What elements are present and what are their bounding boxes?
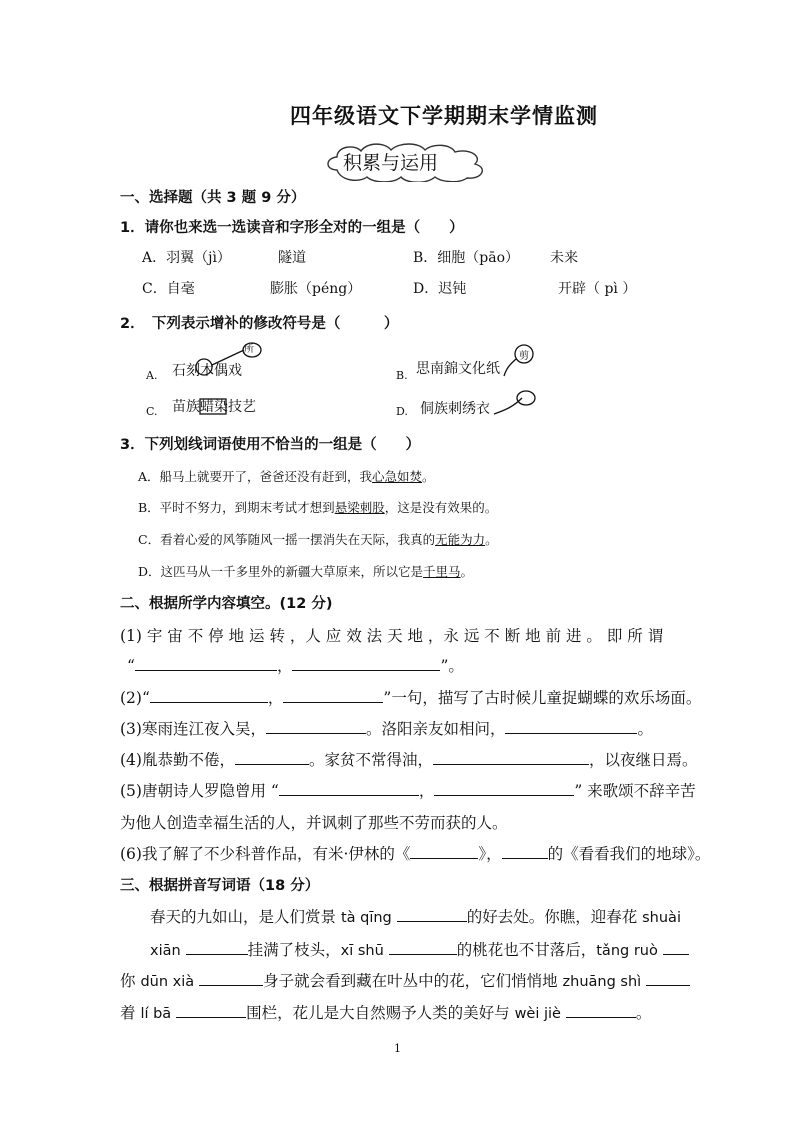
q2-option-a-label: A.	[146, 369, 158, 382]
q1-option-d-word2: 开辟（ pì ）	[558, 281, 637, 297]
pinyin-row-1: 春天的九如山，是人们赏景 tà qīng 的好去处。你瞧，迎春花 shuài	[150, 905, 681, 927]
section2-heading: 二、根据所学内容填空。(12 分)	[120, 596, 333, 612]
blank[interactable]	[199, 969, 263, 986]
q1-option-c: C．自毫	[142, 281, 195, 297]
q1-option-d: D．迟钝	[413, 281, 467, 297]
fill-1-line1: (1) 宇 宙 不 停 地 运 转 ，人 应 效 法 天 地 ，永 远 不 断 地 前 进 。 即 所 谓	[120, 627, 664, 645]
fill-2: (2)“ ， ”一句，描写了古时候儿童捉蝴蝶的欢乐场面。	[120, 686, 701, 708]
blank[interactable]	[433, 748, 589, 765]
q2-option-d-label: D.	[396, 405, 408, 418]
section3-heading: 三、根据拼音写词语（18 分）	[120, 878, 320, 894]
q1-option-a-word2: 隧道	[278, 250, 306, 266]
page-title: 四年级语文下学期期末学情监测	[290, 103, 598, 128]
pinyin-row-4: 着 lí bā 围栏，花儿是大自然赐予人类的美好与 wèi jiè 。	[120, 1001, 651, 1023]
fill-1-line2: “ ， ”。	[127, 654, 464, 676]
blank[interactable]	[283, 686, 383, 703]
q2-option-a-text: 石刻木偶戏	[172, 363, 242, 379]
q3-option-d: D．这匹马从一千多里外的新疆大草原来，所以它是千里马。	[138, 564, 474, 579]
q1-option-b: B．细胞（pāo）	[413, 250, 520, 266]
blank[interactable]	[150, 686, 268, 703]
q3-option-c: C．看着心爱的风筝随风一摇一摆消失在天际，我真的无能为力。	[138, 532, 498, 547]
blank[interactable]	[389, 938, 457, 955]
fill-5-line1: (5)唐朝诗人罗隐曾用 “ ， ” 来歌颂不辞辛苦	[120, 779, 696, 801]
pinyin-row-2: xiān 挂满了枝头，xī shū 的桃花也不甘落后，tǎng ruò	[150, 938, 689, 960]
q2-option-b-label: B.	[396, 369, 408, 382]
page-number: 1	[394, 1042, 401, 1055]
blank[interactable]	[186, 938, 248, 955]
fill-3: (3)寒雨连江夜入吴， 。洛阳亲友如相问， 。	[120, 717, 653, 739]
q1-stem: 1．请你也来选一选读音和字形全对的一组是（ ）	[120, 220, 464, 236]
q2-option-c-mark	[198, 397, 230, 417]
blank[interactable]	[646, 969, 690, 986]
blank[interactable]	[135, 654, 277, 671]
pinyin-row-3: 你 dūn xià 身子就会看到藏在叶丛中的花，它们悄悄地 zhuāng shì	[120, 969, 690, 991]
q3-option-b: B．平时不努力，到期末考试才想到悬梁刺股，这是没有效果的。	[138, 500, 498, 515]
q2-option-d-text: 侗族刺绣衣	[420, 401, 490, 417]
blank[interactable]	[410, 842, 478, 859]
q2-option-b-text: 思南錦文化纸	[416, 361, 500, 377]
section-banner-text: 积累与运用	[343, 152, 439, 174]
q1-option-b-word2: 未来	[550, 250, 578, 266]
q2-option-c-text: 苗族蜡染技艺	[172, 399, 256, 415]
blank[interactable]	[292, 654, 440, 671]
q2-option-c-label: C.	[146, 405, 158, 418]
blank[interactable]	[502, 842, 548, 859]
blank[interactable]	[266, 717, 366, 734]
blank[interactable]	[397, 905, 467, 922]
blank[interactable]	[235, 748, 309, 765]
fill-5-line2: 为他人创造幸福生活的人，并讽刺了那些不劳而获的人。	[120, 814, 508, 832]
fill-4: (4)胤恭勤不倦， 。家贫不常得油， ，以夜继日焉。	[120, 748, 698, 770]
q3-stem: 3．下列划线词语使用不恰当的一组是（ ）	[120, 437, 421, 453]
q1-option-c-word2: 膨胀（péng）	[270, 281, 362, 297]
blank[interactable]	[279, 779, 419, 796]
blank[interactable]	[505, 717, 637, 734]
q2-option-d-mark	[488, 384, 538, 418]
blank[interactable]	[434, 779, 574, 796]
fill-6: (6)我了解了不少科普作品，有米·伊林的《 》， 的《看看我们的地球》。	[120, 842, 710, 864]
section1-heading: 一、选择题（共 3 题 9 分）	[120, 190, 306, 206]
q3-option-a: A．船马上就要开了，爸爸还没有赶到，我心急如焚。	[138, 469, 435, 484]
q2-option-b-insert: 剪	[519, 351, 529, 362]
blank[interactable]	[176, 1001, 246, 1018]
q1-option-a: A．羽翼（jì）	[142, 250, 231, 266]
blank[interactable]	[663, 938, 689, 955]
q2-option-a-insert: 所	[244, 344, 254, 355]
q2-stem: 2． 下列表示增补的修改符号是（ ）	[120, 316, 399, 332]
q2-option-a-mark	[190, 342, 270, 376]
blank[interactable]	[566, 1001, 636, 1018]
